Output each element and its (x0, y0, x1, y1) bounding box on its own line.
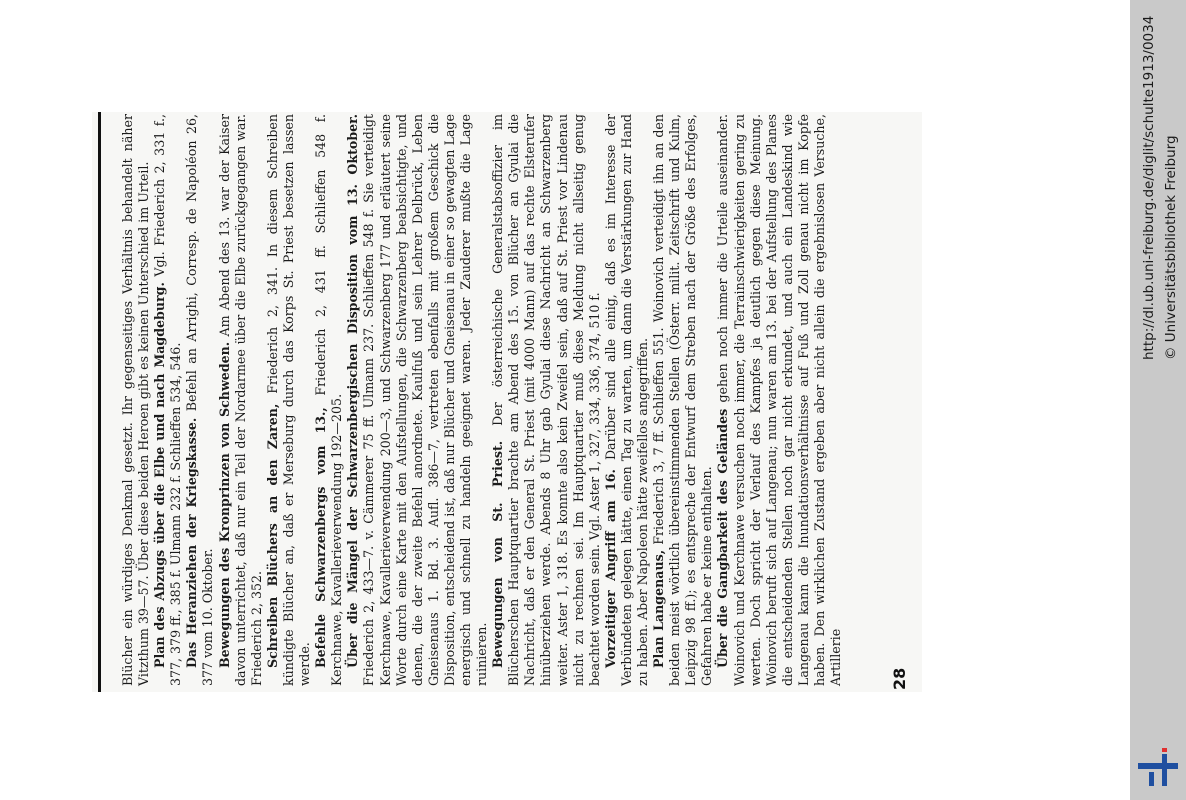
viewer-sidebar (1130, 0, 1186, 800)
text-paragraph: Plan des Abzugs über die Elbe und nach Magdeburg. Vgl. Friederich 2, 331 f., 377, 379 ff., 385 f. Ulmann 232 f. Schlieffen 534, 546. (152, 114, 184, 686)
text-paragraph: Über die Mängel der Schwarzenbergischen Disposition vom 13. Oktober. Friederich 2, 433—7. v. Cämmerer 75 ff. Ulmann 237. Schlieffen 548 f. Sie verteidigt Kerchnawe, Kavallerieverwendung 200—3, und Schwarzenberg 177 und erläutert seine Worte durch eine Karte mit den Aufstellungen, die Schwarzenberg beabsichtigte, und denen, die der zweite Befehl anordnete. Kaulfuß und sein Lehrer Delbrück, Leben Gneisenaus 1. Bd. 3. Aufl. 386—7, vertreten ebenfalls mit großem Geschick die Disposition, entscheidend ist, daß nur Blücher und Gneisenau in einer so gewagten Lage energisch und schnell zu handeln geeignet waren. Jeder Zauderer mußte die Lage ruinieren. (345, 114, 490, 686)
text-paragraph: Über die Gangbarkeit des Geländes gehen noch immer die Urteile auseinander. Woinovich und Kerchnawe versuchen noch immer, die Terrainschwierigkeiten gering zu werten. Doch spricht der Verlauf des Kampfes ja deutlich gegen diese Meinung. Woinovich beruft sich auf Langenau; nun waren am 13. bei der Aufstellung des Planes die entscheidenden Stellen noch gar nicht erkundet, und auch ein Landeskind wie Langenau kann die Inundationsverhältnisse auf Fuß und Zoll genau nicht im Kopfe haben. Den wirklichen Zustand ergeben aber nicht allein die ergebnislosen Versuche, Artillerie (715, 114, 844, 686)
page-number: 28 (890, 667, 909, 690)
text-paragraph: Bewegungen des Kronprinzen von Schweden. Am Abend des 13. war der Kaiser davon unterrichtet, daß nur ein Teil der Nordarmee über die Elbe zurückgegangen war. Friederich 2, 352. (216, 114, 264, 686)
text-paragraph: Bewegungen von St. Priest. Der österreichische Generalstabsoffizier im Blücherschen Hauptquartier brachte am Abend des 15. von Blücher an Gyulai die Nachricht, daß er den General St. Priest (mit 4000 Mann) auf das rechte Elsterufer hinüberziehen werde. Abends 8 Uhr gab Gyulai diese Nachricht an Schwarzenberg weiter. Aster 1, 318. Es konnte also kein Zweifel sein, daß auf St. Priest vor Lindenau nicht zu rechnen sei. Im Hauptquartier muß diese Meldung nicht allseitig genug beachtet worden sein. Vgl. Aster 1, 327, 334, 336, 374, 510 f. (490, 114, 602, 686)
page-top-rule (98, 112, 101, 692)
text-paragraph: Plan Langenaus, Friederich 3, 7 ff. Schlieffen 551. Woinovich verteidigt ihn an den beiden meist wörtlich übereinstimmenden Stellen (Österr. milit. Zeitschrift und Kulm, Leipzig 98 ff.); es entspreche der Entwurf dem Streben nach der Größe des Erfolges, Gefahren habe er keine enthalten. (651, 114, 715, 686)
rotated-page (98, 112, 918, 692)
copyright-notice: © Universitätsbibliothek Freiburg (1163, 135, 1179, 360)
text-paragraph: Blücher ein würdiges Denkmal gesetzt. Ihr gegenseitiges Verhältnis behandelt näher Vitzthum 39—57. Über diese beiden Heroen gibt es keinen Unterschied im Urteil. (120, 114, 152, 686)
source-url-link[interactable]: http://dl.ub.uni-freiburg.de/diglit/schulte1913/0034 (1141, 15, 1157, 360)
text-paragraph: Das Heranziehen der Kriegskasse. Befehl an Arrighi, Corresp. de Napoléon 26, 377 vom 10. Oktober. (184, 114, 216, 686)
page-text (120, 114, 844, 686)
library-logo-icon (1138, 748, 1178, 788)
text-paragraph: Schreiben Blüchers an den Zaren, Friederich 2, 341. In diesem Schreiben kündigte Blücher an, daß er Merseburg durch das Korps St. Priest besetzen lassen werde. (264, 114, 313, 686)
text-paragraph: Befehle Schwarzenbergs vom 13., Friederich 2, 431 ff. Schlieffen 548 f. Kerchnawe, Kavallerieverwendung 192—205. (313, 114, 345, 686)
text-paragraph: Vorzeitiger Angriff am 16. Darüber sind alle einig, daß es im Interesse der Verbündeten gelegen hätte, einen Tag zu warten, um dann die Verstärkungen zur Hand zu haben. Aber Napoleon hätte zweifellos angegriffen. (602, 114, 650, 686)
